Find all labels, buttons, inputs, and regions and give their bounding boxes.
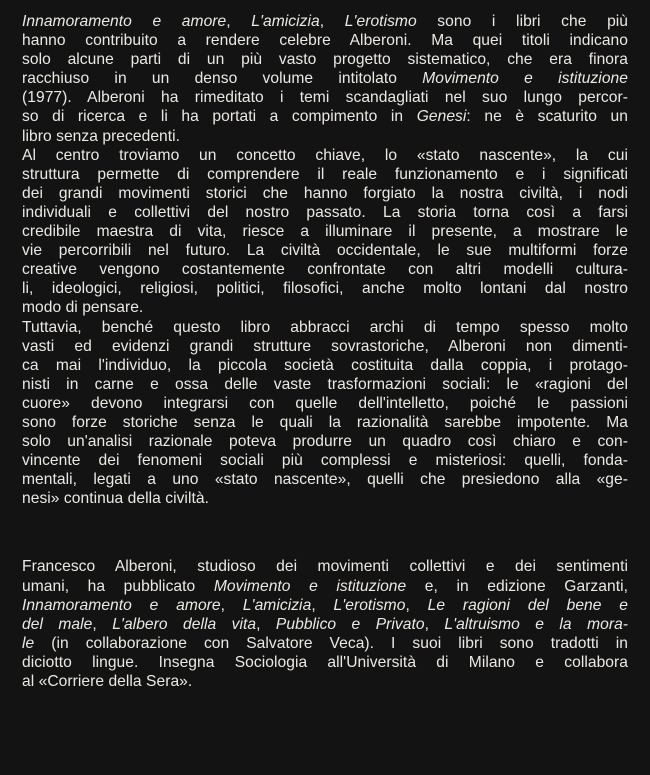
line-text: ,	[92, 615, 113, 633]
line-text: umani, ha pubblicato	[22, 577, 214, 595]
line-text: ,	[311, 596, 334, 614]
text-line	[22, 31, 628, 50]
line-text: vasti ed evidenzi grandi strutture sovrastoriche, Alberoni non dimenti-	[22, 337, 628, 355]
book-title-text: Le ragioni del bene e	[427, 596, 629, 614]
tuttavia-paragraph	[22, 318, 628, 509]
text-line	[22, 203, 628, 222]
text-line	[22, 596, 628, 615]
line-text: sono forze storiche senza le quali la razionalità sarebbe impotente. Ma	[22, 413, 628, 431]
line-text: creative vengono costantemente confrontate con altri modelli cultura-	[22, 261, 628, 279]
line-text: mentali, legati a uno «stato nascente», quelli che presiedono alla «ge-	[22, 471, 628, 489]
text-line	[22, 451, 628, 470]
line-text: sono i libri che più	[416, 13, 629, 30]
text-line	[22, 577, 628, 596]
intro-paragraph	[22, 12, 628, 146]
line-text: individuali e collettivi del nostro passato. La storia torna così a farsi	[22, 203, 628, 221]
text-line	[22, 557, 628, 576]
text-line	[22, 184, 628, 203]
book-title-text: Genesi	[416, 108, 467, 126]
line-text: ,	[405, 596, 428, 614]
line-text: ,	[424, 615, 445, 633]
text-line	[22, 672, 628, 691]
line-text: nesi» continua della civiltà.	[22, 490, 209, 508]
text-line	[22, 615, 628, 634]
paragraph-gap	[22, 508, 628, 557]
book-title-text: Pubblico e Privato	[275, 615, 425, 633]
line-text: Al centro troviamo un concetto chiave, lo «stato nascente», la cui	[22, 146, 628, 164]
line-text: ,	[256, 615, 276, 633]
author-bio-paragraph	[22, 557, 628, 691]
book-title-text: L'erotismo	[333, 596, 406, 614]
line-text: ,	[319, 13, 345, 30]
text-line	[22, 356, 628, 375]
text-line	[22, 318, 628, 337]
line-text: dei grandi movimenti storici che hanno forgiato la nostra civiltà, i nodi	[22, 184, 628, 202]
text-line	[22, 489, 628, 508]
line-text: diciotto lingue. Insegna Sociologia all'Università di Milano e collabora	[22, 653, 628, 671]
line-text: ,	[226, 13, 252, 30]
line-text: (in collaborazione con Salvatore Veca). I suoi libri sono tradotti in	[34, 634, 628, 652]
text-line	[22, 241, 628, 260]
text-line	[22, 432, 628, 451]
line-text: struttura permette di comprendere il reale funzionamento e i significati	[22, 165, 628, 183]
book-title-text: L'altruismo e la mora-	[444, 615, 629, 633]
text-line	[22, 12, 628, 31]
text-line	[22, 50, 628, 69]
line-text: vie percorribili nel futuro. La civiltà occidentale, le sue multiformi forze	[22, 242, 628, 260]
text-line	[22, 375, 628, 394]
line-text: so di ricerca e li ha portati a compimento in	[22, 108, 417, 126]
line-text: (1977). Alberoni ha rimeditato i temi scandagliati nel suo lungo percor-	[22, 89, 628, 107]
line-text: al «Corriere della Sera».	[22, 673, 193, 690]
text-line	[22, 470, 628, 489]
line-text: credibile maestra di vita, riesce a illuminare il presente, a mostrare le	[22, 223, 628, 241]
book-title-text: L'amicizia	[242, 596, 312, 614]
line-text: modo di pensare.	[22, 299, 144, 317]
book-title-text: Innamoramento e amore	[22, 596, 221, 614]
line-text: : ne è scaturito un	[466, 108, 628, 126]
text-line	[22, 146, 628, 165]
text-line	[22, 394, 628, 413]
line-text: ca mai l'individuo, la piccola società costituita dalla coppia, i protago-	[22, 356, 628, 374]
line-text: racchiuso in un denso volume intitolato	[22, 70, 423, 88]
text-line	[22, 88, 628, 107]
line-text: ,	[220, 596, 243, 614]
book-title-text: del male	[22, 615, 93, 633]
text-line	[22, 634, 628, 653]
book-title-text: L'albero della vita	[112, 615, 257, 633]
text-line	[22, 222, 628, 241]
line-text: libro senza precedenti.	[22, 127, 181, 145]
line-text: vincente dei fenomeni sociali più complessi e misteriosi: quelli, fonda-	[22, 452, 628, 470]
line-text: e, in edizione Garzanti,	[406, 577, 629, 595]
book-title-text: Movimento e istituzione	[213, 577, 407, 595]
book-title-text: Innamoramento e amore	[22, 13, 227, 30]
text-line	[22, 279, 628, 298]
line-text: cuore» devono integrarsi con quelle dell'intelletto, poiché le passioni	[22, 394, 628, 412]
text-line	[22, 260, 628, 279]
book-title-text: Movimento e istituzione	[422, 70, 628, 88]
text-line	[22, 127, 628, 146]
text-line	[22, 413, 628, 432]
text-line	[22, 69, 628, 88]
book-back-cover-text	[22, 12, 628, 691]
book-title-text: le	[22, 634, 35, 652]
text-line	[22, 107, 628, 126]
line-text: solo un'analisi razionale poteva produrre un quadro così chiaro e con-	[22, 433, 628, 451]
text-line	[22, 165, 628, 184]
line-text: Francesco Alberoni, studioso dei movimenti collettivi e dei sentimenti	[22, 558, 628, 576]
line-text: li, ideologici, religiosi, politici, filosofici, anche molto lontani dal nostro	[22, 280, 628, 298]
line-text: nisti in carne e ossa delle vaste trasformazioni sociali: le «ragioni del	[22, 375, 628, 393]
line-text: Tuttavia, benché questo libro abbracci archi di tempo spesso molto	[22, 318, 628, 336]
book-title-text: L'erotismo	[344, 13, 417, 30]
stato-nascente-paragraph	[22, 146, 628, 318]
line-text: solo alcune parti di un più vasto progetto sistematico, che era finora	[22, 51, 628, 69]
text-line	[22, 653, 628, 672]
text-line	[22, 337, 628, 356]
text-line	[22, 298, 628, 317]
line-text: hanno contribuito a rendere celebre Alberoni. Ma quei titoli indicano	[22, 32, 628, 50]
book-title-text: L'amicizia	[251, 13, 320, 30]
